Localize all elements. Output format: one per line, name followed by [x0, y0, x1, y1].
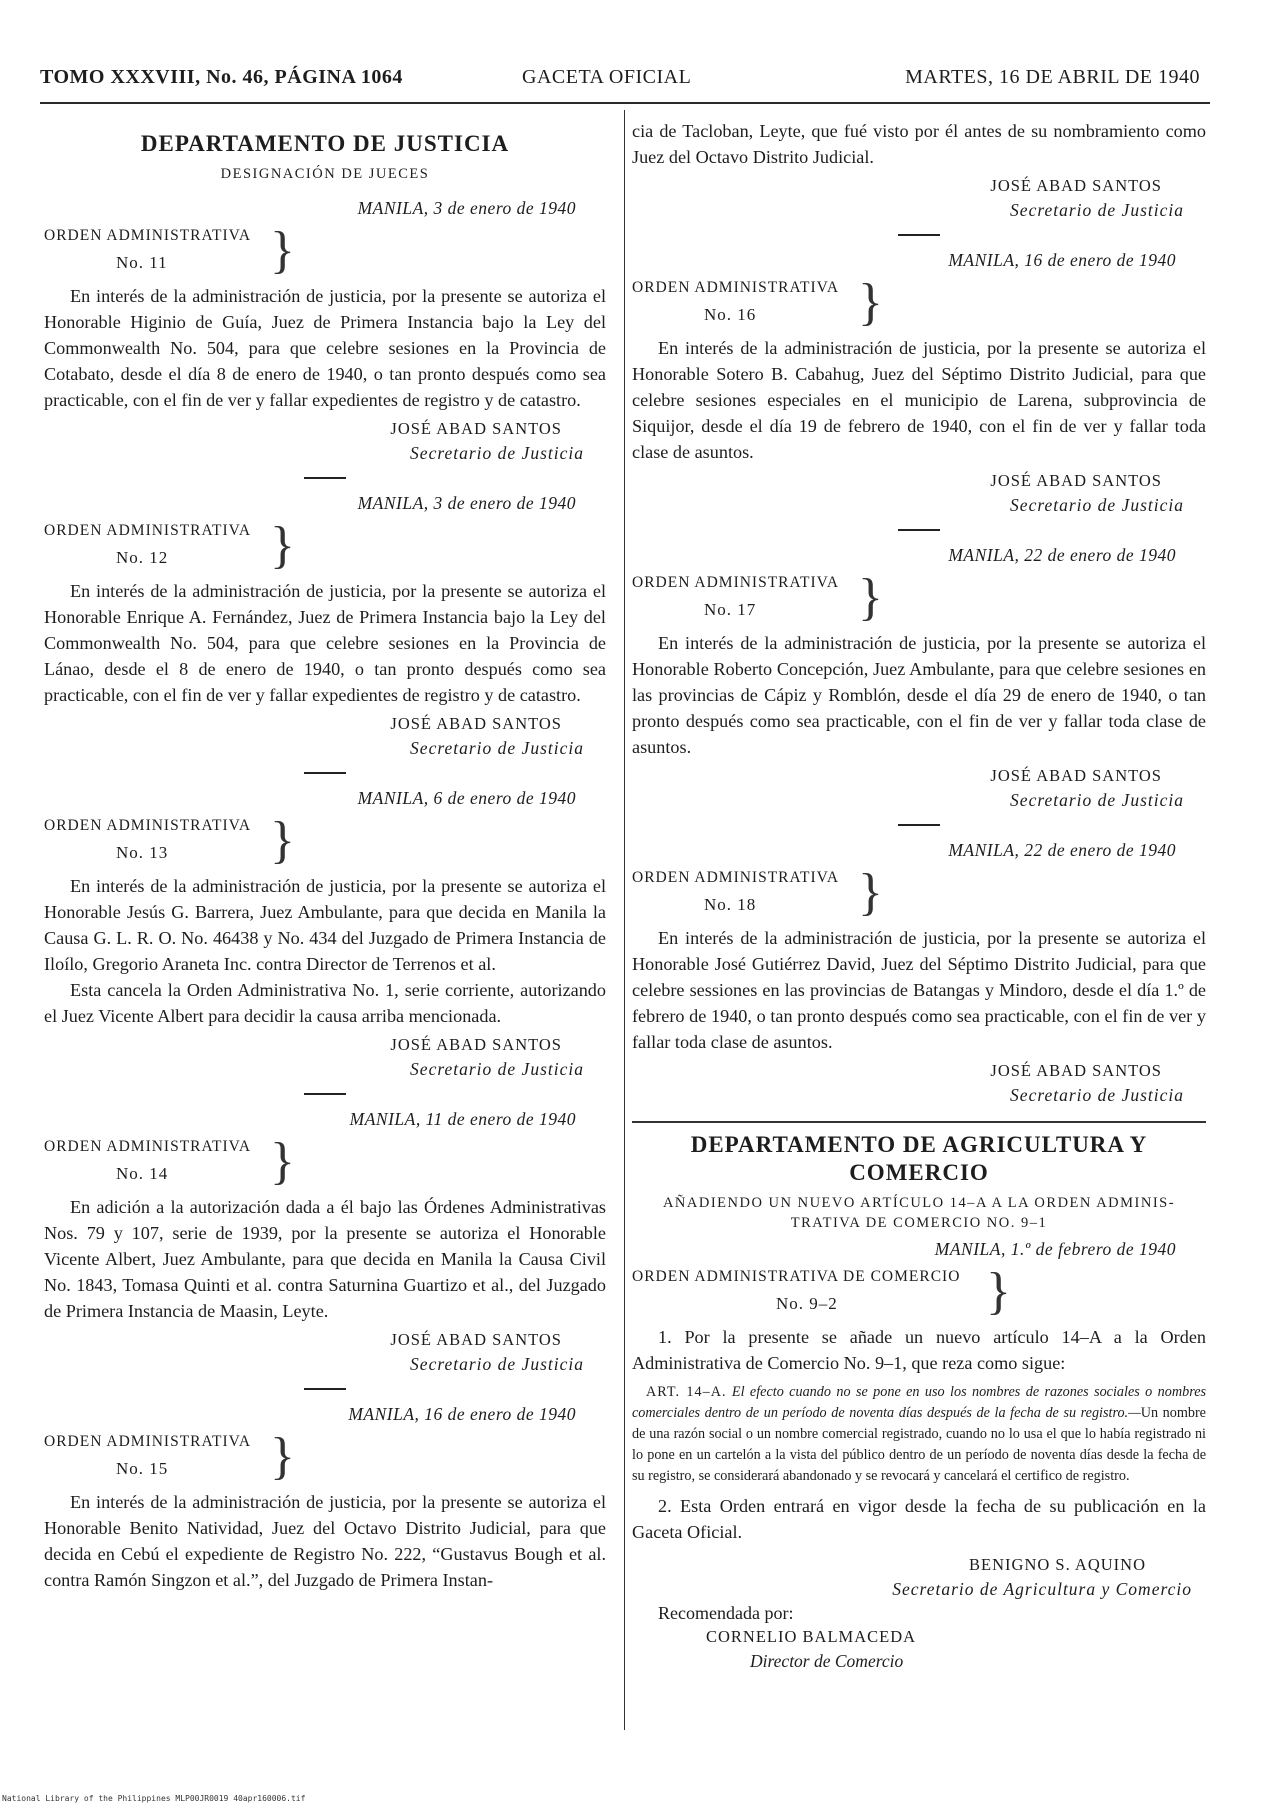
order-date: MANILA, 11 de enero de 1940 — [349, 1109, 576, 1129]
signer-name: JOSÉ ABAD SANTOS — [390, 419, 562, 438]
order-heading — [44, 812, 606, 869]
order-heading — [632, 1263, 1206, 1320]
order-number: No. 9–2 — [776, 1294, 838, 1313]
recommender-title: Director de Comercio — [750, 1651, 904, 1671]
signature — [44, 1033, 606, 1081]
order-number: No. 15 — [116, 1459, 169, 1478]
publication-title: GACETA OFICIAL — [522, 66, 692, 88]
order-number: No. 12 — [116, 548, 169, 567]
order-block — [44, 788, 606, 1095]
order-heading — [632, 864, 1206, 921]
order-paragraph: En interés de la administración de justicia, por la presente se autoriza el Honorable Jesús G. Barrera, Juez Ambulante, para que decida en Manila la Causa G. L. R. O. No. 46438 y No. 434 del Juzgado de Primera Instancia de Iloílo, Gregorio Araneta Inc. contra Director de Terrenos et al. — [44, 876, 606, 974]
signature — [44, 417, 606, 465]
signer-title: Secretario de Justicia — [1010, 790, 1184, 810]
order-paragraph: En interés de la administración de justicia, por la presente se autoriza el Honorable José Gutiérrez David, Juez del Séptimo Distrito Judicial, para que celebre sessiones en las provincias de Batangas y Mindoro, desde el día 1.º de febrero de 1940, o tan pronto después como sea practicable, con el fin de ver y fallar toda clase de asuntos. — [632, 928, 1206, 1052]
order-number: No. 11 — [116, 253, 168, 272]
order-block — [44, 1109, 606, 1390]
brace-icon: } — [858, 274, 884, 331]
separator-dash — [304, 1388, 346, 1390]
order-label: ORDEN ADMINISTRATIVA — [44, 1138, 252, 1155]
order-block — [632, 545, 1206, 826]
page-header — [40, 66, 1200, 96]
signer-name: JOSÉ ABAD SANTOS — [990, 1061, 1162, 1080]
signer-title: Secretario de Justicia — [1010, 1085, 1184, 1105]
order-paragraph: En interés de la administración de justicia, por la presente se autoriza el Honorable Higinio de Guía, Juez de Primera Instancia bajo la Ley del Commonwealth No. 504, para que celebre sesiones en la Provincia de Cotabato, desde el día 8 de enero de 1940, o tan pronto después como sea practicable, con el fin de ver y fallar expedientes de registro y de catastro. — [44, 286, 606, 410]
order-heading — [632, 274, 1206, 331]
signer-name: JOSÉ ABAD SANTOS — [390, 714, 562, 733]
order-paragraph: Esta cancela la Orden Administrativa No. 1, serie corriente, autorizando el Juez Vicente Albert para decidir la causa arriba mencionada. — [44, 980, 606, 1026]
scan-footer: National Library of the Philippines MLP00JR0019 40apr160006.tif — [2, 1794, 306, 1803]
order-heading — [632, 569, 1206, 626]
order-paragraph: En interés de la administración de justicia, por la presente se autoriza el Honorable Sotero B. Cabahug, Juez del Séptimo Distrito Judicial, para que celebre sesiones especiales en el municipio de Larena, subprovincia de Siquijor, desde el día 19 de febrero de 1940, con el fin de ver y fallar toda clase de asuntos. — [632, 338, 1206, 462]
order-date: MANILA, 3 de enero de 1940 — [357, 198, 576, 218]
signer-title: Secretario de Justicia — [410, 738, 584, 758]
order-paragraph: En interés de la administración de justicia, por la presente se autoriza el Honorable Benito Natividad, Juez del Octavo Distrito Judicial, para que decida en Cebú el expediente de Registro No. 222, “Gustavus Bough et al. contra Ramón Singzon et al.”, del Juzgado de Primera Instan- — [44, 1492, 606, 1590]
separator-dash — [898, 529, 940, 531]
order-heading — [44, 222, 606, 279]
separator-dash — [898, 234, 940, 236]
order-paragraph: 2. Esta Orden entrará en vigor desde la fecha de su publicación en la Gaceta Oficial. — [632, 1496, 1206, 1542]
order-paragraph: 1. Por la presente se añade un nuevo artículo 14–A a la Orden Administrativa de Comercio No. 9–1, que reza como sigue: — [632, 1327, 1206, 1373]
section-subtitle: AÑADIENDO UN NUEVO ARTÍCULO 14–A A LA ORDEN ADMINIS- TRATIVA DE COMERCIO NO. 9–1 — [662, 1195, 1176, 1231]
signature — [632, 174, 1206, 222]
order-label: ORDEN ADMINISTRATIVA — [632, 279, 840, 296]
signer-title: Secretario de Justicia — [410, 1354, 584, 1374]
separator-dash — [898, 824, 940, 826]
brace-icon: } — [270, 812, 296, 869]
separator-dash — [304, 477, 346, 479]
right-column — [632, 118, 1206, 1673]
order-paragraph: En interés de la administración de justicia, por la presente se autoriza el Honorable Roberto Concepción, Juez Ambulante, para que celebre sesiones en las provincias de Cápiz y Romblón, desde el día 29 de enero de 1940, o tan pronto después como sea practicable, con el fin de ver y fallar toda clase de asuntos. — [632, 633, 1206, 757]
order-heading — [44, 1428, 606, 1485]
order-block — [632, 250, 1206, 531]
signer-title: Secretario de Justicia — [1010, 495, 1184, 515]
brace-icon: } — [858, 864, 884, 921]
recommended-by — [658, 1601, 1206, 1673]
brace-icon: } — [270, 222, 296, 279]
separator-dash — [304, 1093, 346, 1095]
signature — [632, 469, 1206, 517]
order-number: No. 18 — [704, 895, 757, 914]
signature — [632, 1059, 1206, 1107]
section-subtitle: DESIGNACIÓN DE JUECES — [220, 166, 430, 182]
signer-title: Secretario de Justicia — [410, 1059, 584, 1079]
article-body: Un nombre de una razón social o un nombre comercial registrado, cuando no lo usa el que lo había registrado ni lo pone en un cartelón a la vista del público dentro de un período de noventa días desde la fecha de su registro, se considerará abandonado y se revocará y cancelará el certifico de registro. — [632, 1405, 1206, 1484]
recommended-label: Recomendada por: — [658, 1603, 794, 1623]
order-number: No. 14 — [116, 1164, 169, 1183]
brace-icon: } — [270, 517, 296, 574]
order-date: MANILA, 22 de enero de 1940 — [948, 840, 1176, 860]
signer-name: JOSÉ ABAD SANTOS — [390, 1035, 562, 1054]
signature — [44, 1328, 606, 1376]
order-label: ORDEN ADMINISTRATIVA — [632, 869, 840, 886]
signer-name: JOSÉ ABAD SANTOS — [990, 471, 1162, 490]
signer-name: JOSÉ ABAD SANTOS — [390, 1330, 562, 1349]
order-date: MANILA, 1.º de febrero de 1940 — [934, 1239, 1176, 1259]
order-date: MANILA, 6 de enero de 1940 — [357, 788, 576, 808]
order-date: MANILA, 16 de enero de 1940 — [348, 1404, 576, 1424]
brace-icon: } — [270, 1133, 296, 1190]
signer-title: Secretario de Justicia — [410, 443, 584, 463]
order-paragraph: En adición a la autorización dada a él bajo las Órdenes Administrativas Nos. 79 y 107, serie de 1939, por la presente se autoriza el Honorable Vicente Albert, Juez Ambulante, para que decida en Manila la Causa Civil No. 1843, Tomasa Quinti et al. contra Saturnina Guartizo et al., del Juzgado de Primera Instancia de Maasin, Leyte. — [44, 1197, 606, 1321]
signer-title: Secretario de Justicia — [1010, 200, 1184, 220]
order-number: No. 13 — [116, 843, 169, 862]
order-date: MANILA, 3 de enero de 1940 — [357, 493, 576, 513]
order-block — [44, 1404, 606, 1593]
section-rule — [632, 1121, 1206, 1123]
order-label: ORDEN ADMINISTRATIVA — [44, 817, 252, 834]
signer-name: JOSÉ ABAD SANTOS — [990, 766, 1162, 785]
issue-date: MARTES, 16 DE ABRIL DE 1940 — [905, 66, 1200, 88]
signature — [44, 712, 606, 760]
recommender-name: CORNELIO BALMACEDA — [706, 1627, 917, 1646]
signer-title: Secretario de Agricultura y Comercio — [892, 1579, 1192, 1599]
signer-name: JOSÉ ABAD SANTOS — [990, 176, 1162, 195]
order-label: ORDEN ADMINISTRATIVA — [632, 574, 840, 591]
agriculture-section — [632, 1131, 1206, 1673]
brace-icon: } — [858, 569, 884, 626]
separator-dash — [304, 772, 346, 774]
signature — [632, 764, 1206, 812]
brace-icon: } — [270, 1428, 296, 1485]
order-label: ORDEN ADMINISTRATIVA — [44, 1433, 252, 1450]
column-divider — [624, 110, 625, 1730]
order-label: ORDEN ADMINISTRATIVA DE COMERCIO — [632, 1268, 961, 1285]
brace-icon: } — [986, 1263, 1012, 1320]
order-paragraph: En interés de la administración de justicia, por la presente se autoriza el Honorable Enrique A. Fernández, Juez de Primera Instancia bajo la Ley del Commonwealth No. 504, para que celebre sesiones en la Provincia de Lánao, desde el 8 de enero de 1940, o tan pronto después como sea practicable, con el fin de ver y fallar expedientes de registro y de catastro. — [44, 581, 606, 705]
department-title: DEPARTAMENTO DE JUSTICIA — [140, 131, 510, 156]
order-heading — [44, 1133, 606, 1190]
signer-name: BENIGNO S. AQUINO — [969, 1555, 1146, 1574]
continuation-paragraph: cia de Tacloban, Leyte, que fué visto por él antes de su nombramiento como Juez del Octavo Distrito Judicial. — [632, 121, 1206, 167]
order-block — [44, 198, 606, 479]
order-block — [632, 840, 1206, 1107]
order-number: No. 16 — [704, 305, 757, 324]
order-date: MANILA, 16 de enero de 1940 — [948, 250, 1176, 270]
order-date: MANILA, 22 de enero de 1940 — [948, 545, 1176, 565]
department-title: DEPARTAMENTO DE AGRICULTURA Y COMERCIO — [690, 1132, 1148, 1185]
article-heading: ART. 14–A. — [646, 1384, 727, 1400]
signature — [632, 1553, 1206, 1601]
order-label: ORDEN ADMINISTRATIVA — [44, 227, 252, 244]
order-label: ORDEN ADMINISTRATIVA — [44, 522, 252, 539]
header-rule — [40, 102, 1210, 104]
article-text — [632, 1382, 1206, 1487]
left-column — [44, 118, 606, 1593]
volume-page-label: TOMO XXXVIII, No. 46, PÁGINA 1064 — [40, 66, 403, 88]
order-number: No. 17 — [704, 600, 757, 619]
order-block — [44, 493, 606, 774]
article-italic: El efecto cuando no se pone en uso los nombres de razones sociales o nombres comerciales dentro de un período de noventa días después de la fecha de su registro.— — [632, 1384, 1207, 1421]
order-heading — [44, 517, 606, 574]
